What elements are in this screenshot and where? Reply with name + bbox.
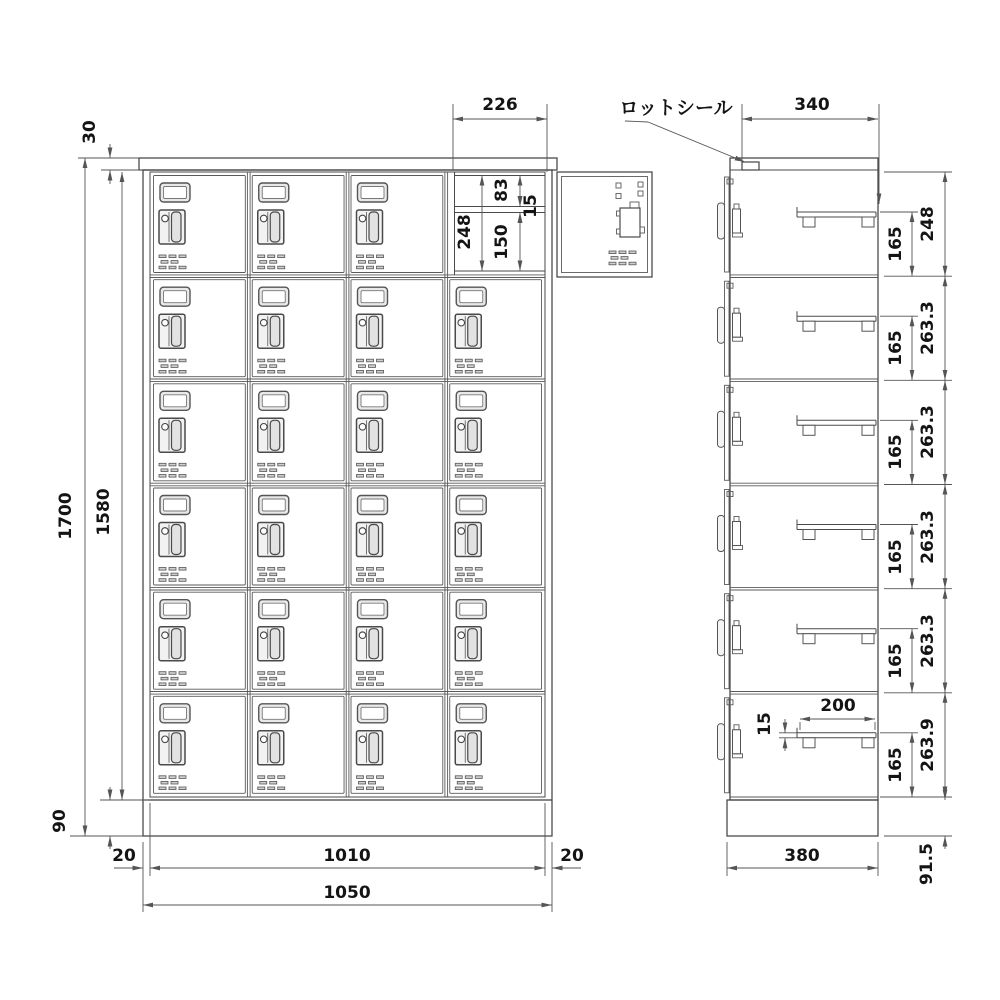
dim-text-1580: 1580 bbox=[94, 488, 114, 536]
locker-door bbox=[154, 176, 246, 273]
dim-text-380: 380 bbox=[784, 846, 820, 866]
dim-front-base-height bbox=[50, 787, 110, 849]
dim-text-263-1: 263.3 bbox=[918, 301, 938, 355]
dim-text-165-5: 165 bbox=[886, 643, 906, 679]
dim-text-150: 150 bbox=[492, 224, 512, 260]
lot-seal bbox=[742, 162, 759, 170]
dim-text-263-9: 263.9 bbox=[918, 718, 938, 772]
locker-door bbox=[351, 176, 443, 273]
locker-door bbox=[154, 592, 246, 689]
side-view bbox=[718, 158, 879, 836]
locker-door bbox=[252, 280, 344, 377]
side-section bbox=[718, 177, 877, 272]
locker-door bbox=[450, 384, 542, 481]
side-extension-lines bbox=[880, 172, 952, 797]
dim-front-widths bbox=[112, 803, 584, 912]
dim-open-cell bbox=[455, 176, 541, 272]
dim-text-91-5: 91.5 bbox=[917, 843, 937, 885]
dim-text-15-side: 15 bbox=[755, 712, 775, 736]
dim-text-226: 226 bbox=[482, 95, 518, 115]
dim-text-165-2: 165 bbox=[886, 330, 906, 366]
dim-text-1700: 1700 bbox=[56, 492, 76, 540]
dim-body-height bbox=[94, 172, 150, 800]
locker-door bbox=[450, 592, 542, 689]
dim-text-1050: 1050 bbox=[323, 883, 371, 903]
dim-top-depth bbox=[742, 95, 879, 204]
dim-text-165-6: 165 bbox=[886, 747, 906, 783]
locker-door bbox=[154, 696, 246, 793]
locker-door bbox=[252, 696, 344, 793]
dim-top-overhang bbox=[78, 120, 143, 184]
locker-door bbox=[351, 280, 443, 377]
front-view bbox=[139, 158, 652, 836]
locker-door bbox=[252, 384, 344, 481]
dim-side-base-height bbox=[884, 787, 952, 885]
open-door-inside-view bbox=[557, 172, 652, 277]
locker-door bbox=[351, 384, 443, 481]
locker-doors bbox=[154, 176, 542, 794]
locker-door bbox=[351, 592, 443, 689]
side-section bbox=[718, 385, 877, 480]
locker-door bbox=[450, 696, 542, 793]
lot-seal-label: ロットシール bbox=[619, 97, 733, 119]
dim-text-20-right: 20 bbox=[560, 846, 584, 866]
locker-door bbox=[450, 488, 542, 585]
locker-door bbox=[252, 592, 344, 689]
locker-door bbox=[450, 280, 542, 377]
dim-text-200: 200 bbox=[820, 696, 856, 716]
locker-door bbox=[154, 488, 246, 585]
dim-text-20-left: 20 bbox=[112, 846, 136, 866]
dim-text-30: 30 bbox=[80, 120, 100, 144]
dim-text-263-4: 263.3 bbox=[918, 614, 938, 668]
side-section bbox=[718, 594, 877, 689]
dim-text-263-2: 263.3 bbox=[918, 405, 938, 459]
locker-door bbox=[351, 696, 443, 793]
dim-text-165-4: 165 bbox=[886, 539, 906, 575]
dim-text-263-3: 263.3 bbox=[918, 510, 938, 564]
dim-text-90: 90 bbox=[50, 809, 70, 833]
dim-text-248-front: 248 bbox=[455, 214, 475, 250]
dim-text-165-3: 165 bbox=[886, 434, 906, 470]
front-row-dividers bbox=[150, 275, 545, 694]
locker-door bbox=[252, 488, 344, 585]
dim-text-15-front: 15 bbox=[521, 194, 541, 218]
lot-seal-callout bbox=[619, 97, 745, 162]
locker-door bbox=[351, 488, 443, 585]
dim-text-165-1: 165 bbox=[886, 226, 906, 262]
locker-door bbox=[252, 176, 344, 273]
dim-text-248-side: 248 bbox=[918, 206, 938, 242]
dim-bottom-depth bbox=[727, 842, 878, 876]
dim-door-width bbox=[453, 95, 547, 172]
side-section bbox=[718, 490, 877, 585]
locker-door bbox=[154, 384, 246, 481]
dim-text-83: 83 bbox=[492, 178, 512, 202]
side-section bbox=[718, 281, 877, 376]
dim-section-inner-heights bbox=[886, 212, 912, 797]
dim-text-340: 340 bbox=[794, 95, 830, 115]
locker-door bbox=[154, 280, 246, 377]
dim-text-1010: 1010 bbox=[323, 846, 371, 866]
